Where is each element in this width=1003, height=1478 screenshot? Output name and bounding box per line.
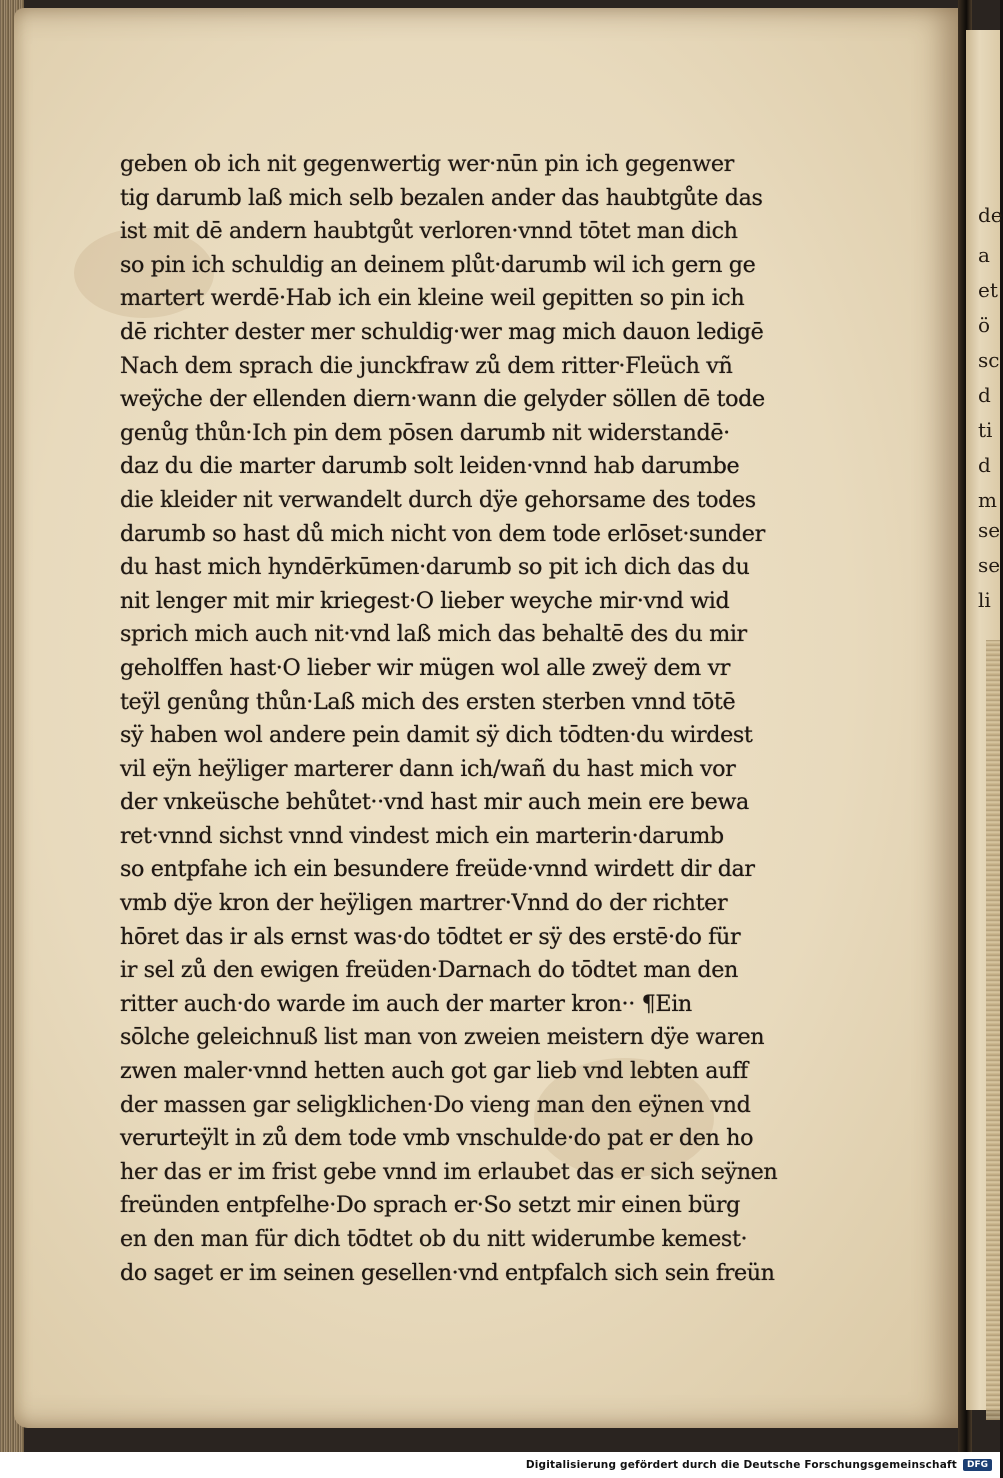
text-line: verurteÿlt in zů dem tode vmb vnschulde·do pat er den ho xyxy=(120,1125,754,1152)
facing-page-fragment: se xyxy=(978,518,1001,542)
text-line: darumb so hast dů mich nicht von dem tode erlōset·sunder xyxy=(120,520,765,547)
text-line: teÿl genůng thůn·Laß mich des ersten sterben vnnd tōtē xyxy=(120,688,736,715)
text-line: ir sel zů den ewigen freüden·Darnach do tōdtet man den xyxy=(120,957,738,984)
text-line: Nach dem sprach die junckfraw zů dem ritter·Fleüch vñ xyxy=(120,352,733,379)
facing-page-fragment: se xyxy=(978,553,1001,577)
text-line: en den man für dich tōdtet ob du nitt widerumbe kemest· xyxy=(120,1226,748,1252)
text-line: der vnkeüsche behůtet··vnd hast mir auch mein ere bewa xyxy=(120,789,749,816)
text-line: vmb dÿe kron der heÿligen martrer·Vnnd do der richter xyxy=(120,890,728,917)
facing-page-edge xyxy=(986,640,1000,1420)
facing-page-fragment: li xyxy=(978,588,991,612)
text-line: sÿ haben wol andere pein damit sÿ dich tōdten·du wirdest xyxy=(120,722,753,749)
facing-page-fragment: a xyxy=(978,243,990,267)
text-line: weÿche der ellenden diern·wann die gelyder söllen dē tode xyxy=(120,386,765,413)
text-line: nit lenger mit mir kriegest·O lieber weyche mir·vnd wid xyxy=(120,587,730,614)
text-line: ret·vnnd sichst vnnd vindest mich ein marterin·darumb xyxy=(120,822,724,849)
text-line: daz du die marter darumb solt leiden·vnnd hab darumbe xyxy=(120,453,740,480)
text-line: geholffen hast·O lieber wir mügen wol alle zweÿ dem vr xyxy=(120,654,731,681)
text-line: so pin ich schuldig an deinem plůt·darumb wil ich gern ge xyxy=(120,251,756,278)
facing-page-fragment: d xyxy=(978,383,991,407)
text-line: martert werdē·Hab ich ein kleine weil gepitten so pin ich xyxy=(120,285,745,312)
footer-credit: Digitalisierung gefördert durch die Deutsche Forschungsgemeinschaft xyxy=(525,1459,957,1471)
facing-page-fragment: et xyxy=(978,278,998,302)
text-line: dē richter dester mer schuldig·wer mag mich dauon ledigē xyxy=(120,318,764,345)
text-line: ist mit dē andern haubtgůt verloren·vnnd tōtet man dich xyxy=(120,218,738,245)
facing-page-fragment: m xyxy=(978,488,997,512)
text-line: vil eÿn heÿliger marterer dann ich/wañ du hast mich vor xyxy=(120,755,736,782)
text-line: so entpfahe ich ein besundere freüde·vnnd wirdett dir dar xyxy=(120,856,755,883)
text-line: der massen gar seligklichen·Do vieng man den eÿnen vnd xyxy=(120,1091,751,1118)
text-line: genůg thůn·Ich pin dem pōsen darumb nit widerstandē· xyxy=(120,419,730,446)
text-line: sprich mich auch nit·vnd laß mich das behaltē des du mir xyxy=(120,621,747,648)
facing-page-fragment: ö xyxy=(978,313,991,337)
text-line: hōret das ir als ernst was·do tōdtet er sÿ des erstē·do für xyxy=(120,923,741,950)
facing-page-fragment: sc xyxy=(978,348,1000,372)
facing-page-fragment: d xyxy=(978,453,991,477)
text-line: zwen maler·vnnd hetten auch got gar lieb vnd lebten auff xyxy=(120,1058,748,1085)
page-text-block xyxy=(120,148,880,1290)
text-line: die kleider nit verwandelt durch dÿe gehorsame des todes xyxy=(120,486,756,513)
text-line: ritter auch·do warde im auch der marter kron·· ¶Ein xyxy=(120,990,692,1017)
text-line: du hast mich hyndērkūmen·darumb so pit ich dich das du xyxy=(120,554,750,581)
digitization-footer xyxy=(0,1452,1000,1478)
facing-page-fragment: de xyxy=(978,203,1003,227)
text-line: her das er im frist gebe vnnd im erlaubet das er sich seÿnen xyxy=(120,1158,778,1185)
text-line: do saget er im seinen gesellen·vnd entpfalch sich sein freün xyxy=(120,1259,775,1286)
dfg-logo: DFG xyxy=(963,1459,992,1471)
text-line: tig darumb laß mich selb bezalen ander das haubtgůte das xyxy=(120,184,763,211)
facing-page-fragment: ti xyxy=(978,418,993,442)
text-line: freünden entpfelhe·Do sprach er·So setzt mir einen bürg xyxy=(120,1192,741,1219)
text-line: sōlche geleichnuß list man von zweien meistern dÿe waren xyxy=(120,1024,765,1051)
text-line: geben ob ich nit gegenwertig wer·nūn pin ich gegenwer xyxy=(120,151,734,177)
